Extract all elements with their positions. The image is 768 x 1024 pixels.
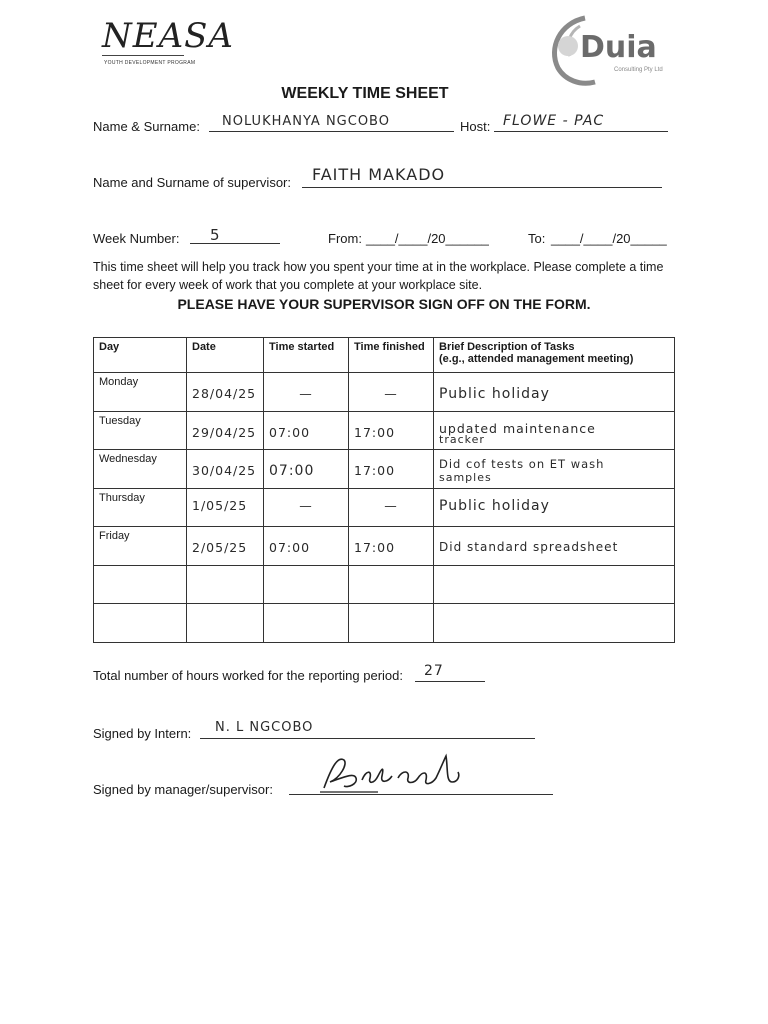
row-day-label: Tuesday bbox=[99, 414, 141, 427]
intern-signature-line bbox=[200, 738, 535, 739]
row-finish[interactable] bbox=[349, 565, 434, 604]
instructions-text: This time sheet will help you track how you spent your time at in the workplace. Please complete a time sheet for every week of work that you complete at your workplace site. bbox=[93, 260, 664, 292]
neasa-logo-subtitle: YOUTH DEVELOPMENT PROGRAM bbox=[104, 60, 196, 66]
row-description-continued: samples bbox=[439, 471, 492, 484]
sign-off-notice: PLEASE HAVE YOUR SUPERVISOR SIGN OFF ON THE FORM. bbox=[177, 296, 591, 312]
row-finish-value: — bbox=[384, 497, 398, 513]
timesheet-table bbox=[93, 337, 675, 643]
row-description-value: Public holiday bbox=[439, 497, 550, 514]
table-row bbox=[94, 565, 675, 604]
header-time-finished: Time finished bbox=[349, 338, 434, 373]
row-day bbox=[94, 450, 187, 489]
host-value[interactable]: FLOWE - PAC bbox=[503, 113, 605, 129]
row-date[interactable] bbox=[187, 604, 264, 643]
table-row bbox=[94, 527, 675, 566]
to-value[interactable]: ____/____/20_____ bbox=[551, 231, 667, 246]
row-description-continued: tracker bbox=[439, 432, 485, 446]
row-start-value: 07:00 bbox=[269, 463, 315, 479]
supervisor-line bbox=[302, 187, 662, 188]
row-description-value: Did cof tests on ET wash bbox=[439, 457, 605, 471]
row-day-label: Friday bbox=[99, 530, 130, 542]
row-finish[interactable] bbox=[349, 373, 434, 412]
table-row bbox=[94, 450, 675, 489]
row-start-value: 07:00 bbox=[269, 424, 311, 440]
row-date[interactable] bbox=[187, 373, 264, 412]
row-date[interactable] bbox=[187, 488, 264, 527]
week-number-line bbox=[190, 243, 280, 244]
row-day-label: Thursday bbox=[99, 491, 145, 504]
row-description[interactable] bbox=[434, 373, 675, 412]
row-start-value: — bbox=[299, 497, 313, 513]
row-start-value: — bbox=[299, 386, 313, 401]
manager-signature-line bbox=[289, 794, 553, 795]
header-time-started: Time started bbox=[264, 338, 349, 373]
header-description-title: Brief Description of Tasks bbox=[439, 341, 575, 353]
duia-logo: Duia bbox=[580, 30, 657, 65]
row-day bbox=[94, 411, 187, 450]
page-title: WEEKLY TIME SHEET bbox=[281, 85, 449, 102]
row-finish[interactable] bbox=[349, 411, 434, 450]
supervisor-label: Name and Surname of supervisor: bbox=[93, 175, 291, 190]
row-finish[interactable] bbox=[349, 450, 434, 489]
table-row bbox=[94, 411, 675, 450]
intern-signature-label: Signed by Intern: bbox=[93, 726, 192, 741]
neasa-logo: NEASA bbox=[102, 16, 234, 56]
row-finish-value: 17:00 bbox=[354, 463, 396, 478]
row-day bbox=[94, 565, 187, 604]
table-row bbox=[94, 604, 675, 643]
row-date-value: 30/04/25 bbox=[192, 463, 257, 478]
row-description-value: updated maintenance bbox=[439, 420, 596, 436]
row-start[interactable] bbox=[264, 411, 349, 450]
row-date[interactable] bbox=[187, 527, 264, 566]
total-hours-line bbox=[415, 681, 485, 682]
row-start[interactable] bbox=[264, 450, 349, 489]
row-date[interactable] bbox=[187, 565, 264, 604]
total-hours-value[interactable]: 27 bbox=[424, 663, 444, 679]
header-description-example: (e.g., attended management meeting) bbox=[439, 353, 634, 365]
to-label: To: bbox=[528, 231, 546, 246]
row-start[interactable] bbox=[264, 565, 349, 604]
name-value[interactable]: NOLUKHANYA NGCOBO bbox=[222, 114, 390, 129]
row-description[interactable] bbox=[434, 565, 675, 604]
row-day bbox=[94, 373, 187, 412]
table-row bbox=[94, 488, 675, 527]
row-description[interactable] bbox=[434, 527, 675, 566]
neasa-logo-underline bbox=[102, 55, 184, 56]
host-line bbox=[494, 131, 668, 132]
row-date-value: 1/05/25 bbox=[192, 497, 248, 513]
row-start-value: 07:00 bbox=[269, 540, 311, 555]
intern-signature-value[interactable]: N. L NGCOBO bbox=[215, 720, 314, 735]
row-day bbox=[94, 527, 187, 566]
header-description bbox=[434, 338, 675, 373]
host-label: Host: bbox=[460, 119, 491, 134]
row-date[interactable] bbox=[187, 450, 264, 489]
row-description[interactable] bbox=[434, 488, 675, 527]
name-label: Name & Surname: bbox=[93, 119, 200, 134]
row-description[interactable] bbox=[434, 450, 675, 489]
row-date-value: 28/04/25 bbox=[192, 386, 257, 401]
table-row bbox=[94, 373, 675, 412]
row-day bbox=[94, 604, 187, 643]
total-hours-label: Total number of hours worked for the reporting period: bbox=[93, 668, 404, 683]
week-number-value[interactable]: 5 bbox=[210, 226, 221, 244]
row-finish-value: 17:00 bbox=[354, 424, 396, 440]
row-description-value: Public holiday bbox=[439, 386, 550, 402]
manager-signature-label: Signed by manager/supervisor: bbox=[93, 782, 273, 797]
header-date: Date bbox=[187, 338, 264, 373]
from-value[interactable]: ____/____/20______ bbox=[366, 231, 489, 246]
row-description[interactable] bbox=[434, 604, 675, 643]
header-day: Day bbox=[94, 338, 187, 373]
week-number-label: Week Number: bbox=[93, 231, 180, 246]
row-finish[interactable] bbox=[349, 488, 434, 527]
name-line bbox=[209, 131, 454, 132]
row-start[interactable] bbox=[264, 488, 349, 527]
row-start[interactable] bbox=[264, 373, 349, 412]
manager-signature-scribble bbox=[318, 748, 478, 798]
duia-logo-subtitle: Consulting Pty Ltd bbox=[614, 67, 663, 73]
row-start[interactable] bbox=[264, 527, 349, 566]
row-date[interactable] bbox=[187, 411, 264, 450]
table-header-row bbox=[94, 338, 675, 373]
row-day bbox=[94, 488, 187, 527]
row-finish-value: — bbox=[384, 386, 398, 401]
from-label: From: bbox=[328, 231, 362, 246]
row-date-value: 2/05/25 bbox=[192, 540, 248, 555]
row-description-value: Did standard spreadsheet bbox=[439, 540, 619, 554]
row-description[interactable] bbox=[434, 411, 675, 450]
row-day-label: Monday bbox=[99, 376, 139, 388]
row-start[interactable] bbox=[264, 604, 349, 643]
row-finish-value: 17:00 bbox=[354, 540, 396, 555]
row-finish[interactable] bbox=[349, 604, 434, 643]
row-day-label: Wednesday bbox=[99, 453, 157, 465]
supervisor-value[interactable]: FAITH MAKADO bbox=[312, 165, 446, 184]
row-date-value: 29/04/25 bbox=[192, 424, 257, 440]
row-finish[interactable] bbox=[349, 527, 434, 566]
